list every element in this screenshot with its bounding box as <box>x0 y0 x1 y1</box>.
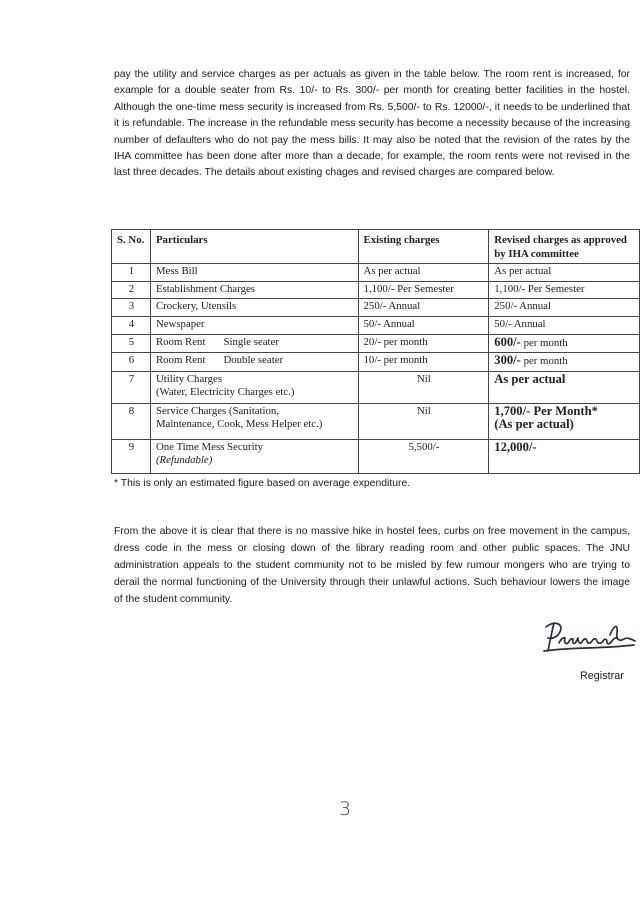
row-revised: As per actual <box>489 264 640 282</box>
row-particulars: Establishment Charges <box>150 281 358 299</box>
signatory-title: Registrar <box>580 670 624 682</box>
row-sno: 5 <box>112 334 151 353</box>
row-particulars-sub: (Water, Electricity Charges etc.) <box>155 386 295 399</box>
table-row <box>112 334 640 353</box>
row-revised: 1,100/- Per Semester <box>489 281 640 299</box>
row-particulars <box>150 371 358 403</box>
revised-value: 12,000/- <box>494 439 537 454</box>
row-sno: 1 <box>112 264 151 282</box>
row-existing: Nil <box>358 403 489 439</box>
row-sno: 7 <box>112 371 151 403</box>
room-type: Double seater <box>223 354 284 367</box>
row-revised <box>489 403 640 439</box>
row-revised <box>489 371 640 403</box>
row-revised <box>489 439 640 473</box>
row-particulars: Crockery, Utensils <box>150 299 358 317</box>
row-particulars <box>150 403 358 439</box>
registrar-signature <box>540 617 636 666</box>
table-footnote: * This is only an estimated figure based on average expenditure. <box>114 478 411 489</box>
header-sno: S. No. <box>112 230 151 264</box>
row-particulars-text: Room Rent <box>155 335 206 348</box>
row-particulars-text: Room Rent <box>155 354 206 367</box>
closing-paragraph: From the above it is clear that there is no massive hike in hostel fees, curbs on free movement in the campus, dress code in the mess or closing down of the library reading room and other public spaces. The JNU administration appeals to the student community not to be misled by few rumour mongers who are trying to derail the normal functioning of the University through their unlawful actions. Such behaviour lowers the image of the student community. <box>114 526 630 605</box>
revised-value: 1,700/- Per Month* <box>494 403 598 418</box>
row-revised <box>489 334 640 353</box>
row-existing: 50/- Annual <box>358 316 489 334</box>
table-row <box>112 371 640 403</box>
row-revised <box>489 353 640 372</box>
header-existing-charges: Existing charges <box>358 230 489 264</box>
row-sno: 8 <box>112 403 151 439</box>
row-sno: 2 <box>112 281 151 299</box>
row-existing: As per actual <box>358 264 489 282</box>
room-type: Single seater <box>223 335 279 348</box>
table-header-row <box>112 230 640 264</box>
row-existing: 1,100/- Per Semester <box>358 281 489 299</box>
row-existing: 250/- Annual <box>358 299 489 317</box>
table-row <box>112 316 640 334</box>
row-particulars-sub: (Refundable) <box>155 454 213 467</box>
header-revised-charges: Revised charges as approved by IHA committee <box>489 230 640 264</box>
header-particulars: Particulars <box>150 230 358 264</box>
row-sno: 4 <box>112 316 151 334</box>
row-revised: 250/- Annual <box>489 299 640 317</box>
signature-icon <box>540 617 636 661</box>
table-row <box>112 281 640 299</box>
row-existing: 10/- per month <box>358 353 489 372</box>
table-row <box>112 439 640 473</box>
revised-value: As per actual <box>494 371 566 386</box>
page-number: 3 <box>339 798 352 820</box>
row-particulars-text: One Time Mess Security <box>155 440 264 453</box>
row-particulars: Newspaper <box>150 316 358 334</box>
revised-sub: (As per actual) <box>494 417 574 432</box>
table-row <box>112 353 640 372</box>
row-existing: 20/- per month <box>358 334 489 353</box>
table-row <box>112 403 640 439</box>
row-existing: 5,500/- <box>358 439 489 473</box>
row-sno: 3 <box>112 299 151 317</box>
row-particulars-sub: Maintenance, Cook, Mess Helper etc.) <box>155 418 323 431</box>
row-revised: 50/- Annual <box>489 316 640 334</box>
revised-unit: per month <box>523 355 568 368</box>
revised-unit: per month <box>523 336 568 349</box>
row-particulars <box>150 334 358 353</box>
row-particulars: Mess Bill <box>150 264 358 282</box>
intro-paragraph: pay the utility and service charges as per actuals as given in the table below. The room rent is increased, for example for a double seater from Rs. 10/- to Rs. 300/- per month for creating better facilities in the hostel. Although the one-time mess security is increased from Rs. 5,500/- to Rs. 12000/-, it needs to be underlined that it is refundable. The increase in the refundable mess security has become a necessity because of the increasing number of defaulters who do not pay the mess bills. It may also be noted that the revision of the rates by the IHA committee has been done after more than a decade, for example, the room rents were not revised in the last three decades. The details about existing chages and revised charges are compared below. <box>114 69 630 179</box>
row-sno: 9 <box>112 439 151 473</box>
row-sno: 6 <box>112 353 151 372</box>
table-row <box>112 299 640 317</box>
revised-amount: 300/- <box>494 353 521 368</box>
row-particulars <box>150 439 358 473</box>
table-row <box>112 264 640 282</box>
row-particulars-text: Utility Charges <box>155 372 223 385</box>
row-existing: Nil <box>358 371 489 403</box>
revised-amount: 600/- <box>494 334 521 349</box>
charges-comparison-table <box>111 229 640 474</box>
row-particulars-text: Service Charges (Sanitation, <box>155 404 279 417</box>
row-particulars <box>150 353 358 372</box>
